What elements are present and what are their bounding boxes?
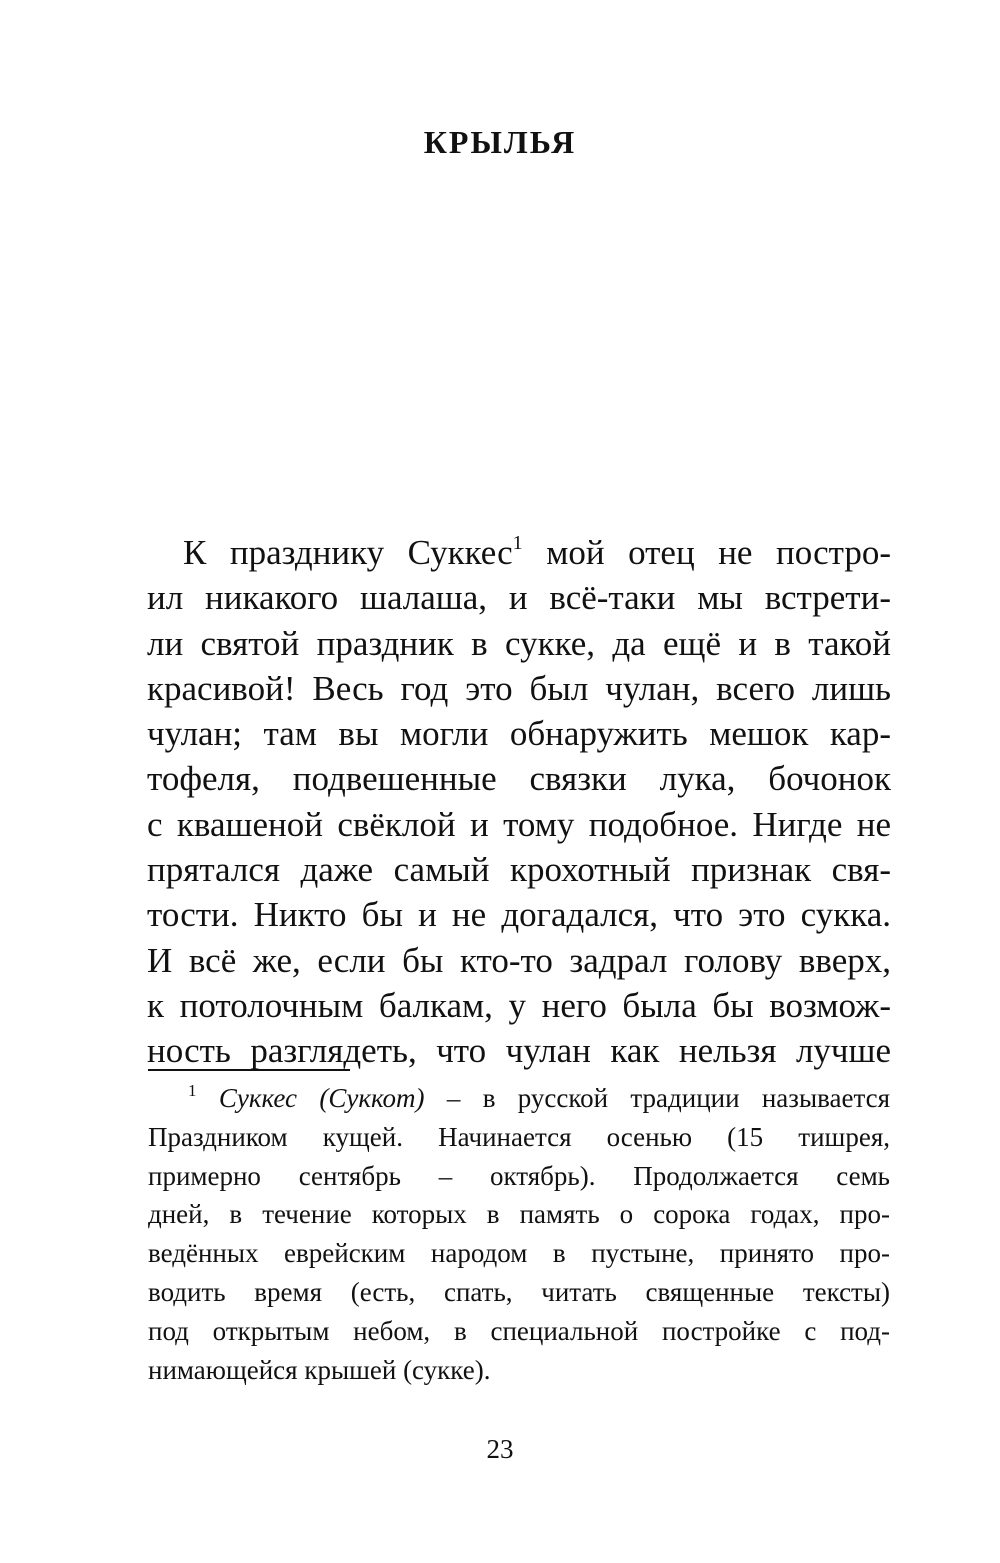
body-text	[147, 530, 891, 1074]
footnote-line: ведённых еврейским народом в пустыне, принято про-	[148, 1238, 890, 1269]
body-line: И всё же, если бы кто-то задрал голову вверх,	[147, 940, 891, 980]
body-line: тофеля, подвешенные связки лука, бочонок	[147, 759, 891, 799]
body-line	[147, 530, 891, 575]
body-line: прятался даже самый крохотный признак свя-	[147, 850, 891, 890]
body-line-end: мой отец не постро-	[522, 533, 891, 572]
body-line: к потолочным балкам, у него была бы возмож-	[147, 985, 891, 1025]
footnote-term: Суккес (Суккот)	[218, 1083, 425, 1113]
footnote-line	[148, 1079, 890, 1118]
chapter-title: КРЫЛЬЯ	[423, 124, 577, 160]
body-line: красивой! Весь год это был чулан, всего лишь	[147, 668, 891, 708]
footnote-divider	[148, 1069, 350, 1071]
footnote	[148, 1079, 890, 1389]
footnote-line: под открытым небом, в специальной постройке с под-	[148, 1315, 890, 1346]
footnote-line: примерно сентябрь – октябрь). Продолжается семь	[148, 1160, 890, 1191]
body-line-start: К празднику Суккес	[183, 533, 513, 572]
body-line: с квашеной свёклой и тому подобное. Нигде не	[147, 804, 891, 844]
body-line: ность разглядеть, что чулан как нельзя лучше	[147, 1031, 891, 1071]
footnote-line: водить время (есть, спать, читать священные тексты)	[148, 1276, 890, 1307]
footnote-reference-mark[interactable]: 1	[512, 532, 523, 554]
footnote-number: 1	[188, 1081, 197, 1100]
body-line: ли святой праздник в сукке, да ещё и в такой	[147, 623, 891, 663]
footnote-line: Праздником кущей. Начинается осенью (15 тишрея,	[148, 1121, 890, 1152]
body-line: чулан; там вы могли обнаружить мешок кар-	[147, 714, 891, 754]
page-number: 23	[486, 1434, 514, 1464]
body-line: тости. Никто бы и не догадался, что это сукка.	[147, 895, 891, 935]
footnote-line-rest: – в русской традиции называется	[424, 1083, 890, 1113]
footnote-line: нимающейся крышей (сукке).	[148, 1354, 491, 1385]
body-line: ил никакого шалаша, и всё-таки мы встрети-	[147, 578, 891, 618]
footnote-line: дней, в течение которых в память о сорока годах, про-	[148, 1199, 890, 1230]
